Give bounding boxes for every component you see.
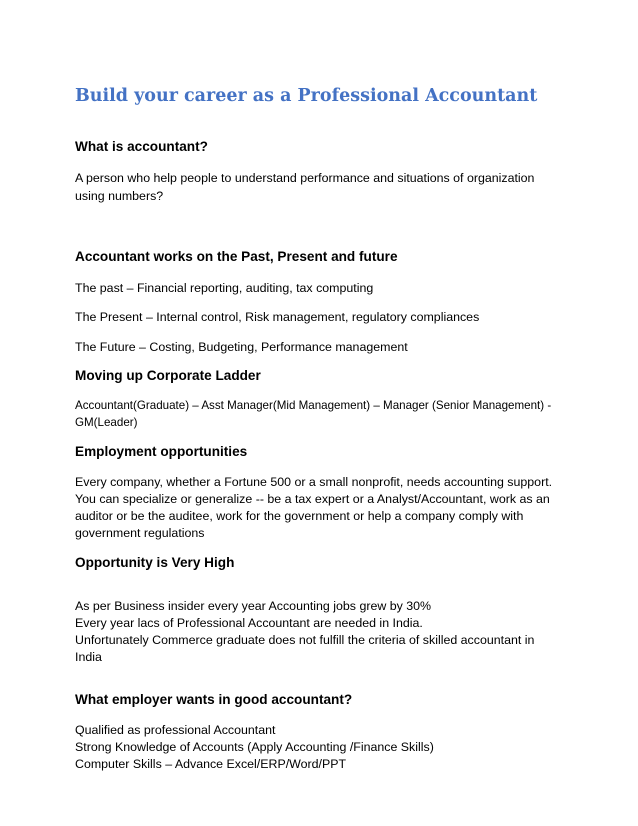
item-present: The Present – Internal control, Risk management, regulatory compliances	[75, 310, 480, 324]
heading-employer-wants: What employer wants in good accountant?	[75, 692, 353, 707]
heading-employment-opportunities: Employment opportunities	[75, 444, 248, 459]
paragraph-employment-opportunities	[75, 474, 575, 542]
paragraph-line: government regulations	[75, 526, 205, 540]
paragraph-line: GM(Leader)	[75, 416, 138, 429]
paragraph-line: Every company, whether a Fortune 500 or a small nonprofit, needs accounting support.	[75, 475, 553, 489]
heading-past-present-future: Accountant works on the Past, Present and future	[75, 249, 398, 264]
paragraph-line: Unfortunately Commerce graduate does not fulfill the criteria of skilled accountant in	[75, 633, 535, 647]
paragraph-line: Computer Skills – Advance Excel/ERP/Word/PPT	[75, 757, 347, 771]
paragraph-line: A person who help people to understand performance and situations of organization	[75, 171, 535, 185]
item-past: The past – Financial reporting, auditing, tax computing	[75, 281, 374, 295]
paragraph-line: Strong Knowledge of Accounts (Apply Accounting /Finance Skills)	[75, 740, 434, 754]
paragraph-line: Every year lacs of Professional Accountant are needed in India.	[75, 616, 423, 630]
paragraph-line: As per Business insider every year Accounting jobs grew by 30%	[75, 599, 432, 613]
page-title: Build your career as a Professional Accountant	[75, 86, 538, 106]
paragraph-line: using numbers?	[75, 189, 164, 203]
paragraph-line: Accountant(Graduate) – Asst Manager(Mid Management) – Manager (Senior Management) -	[75, 399, 552, 412]
paragraph-line: auditor or be the auditee, work for the government or help a company comply with	[75, 509, 524, 523]
heading-opportunity-high: Opportunity is Very High	[75, 555, 235, 570]
paragraph-line: India	[75, 650, 102, 664]
paragraph-line: You can specialize or generalize -- be a tax expert or a Analyst/Accountant, work as an	[75, 492, 550, 506]
heading-what-is-accountant: What is accountant?	[75, 139, 208, 154]
paragraph-employer-wants	[75, 722, 575, 773]
heading-corporate-ladder: Moving up Corporate Ladder	[75, 368, 261, 383]
item-future: The Future – Costing, Budgeting, Performance management	[75, 340, 408, 354]
paragraph-opportunity-high	[75, 598, 575, 666]
paragraph-what-is-accountant	[75, 169, 575, 205]
paragraph-line: Qualified as professional Accountant	[75, 723, 276, 737]
paragraph-corporate-ladder	[75, 397, 595, 431]
